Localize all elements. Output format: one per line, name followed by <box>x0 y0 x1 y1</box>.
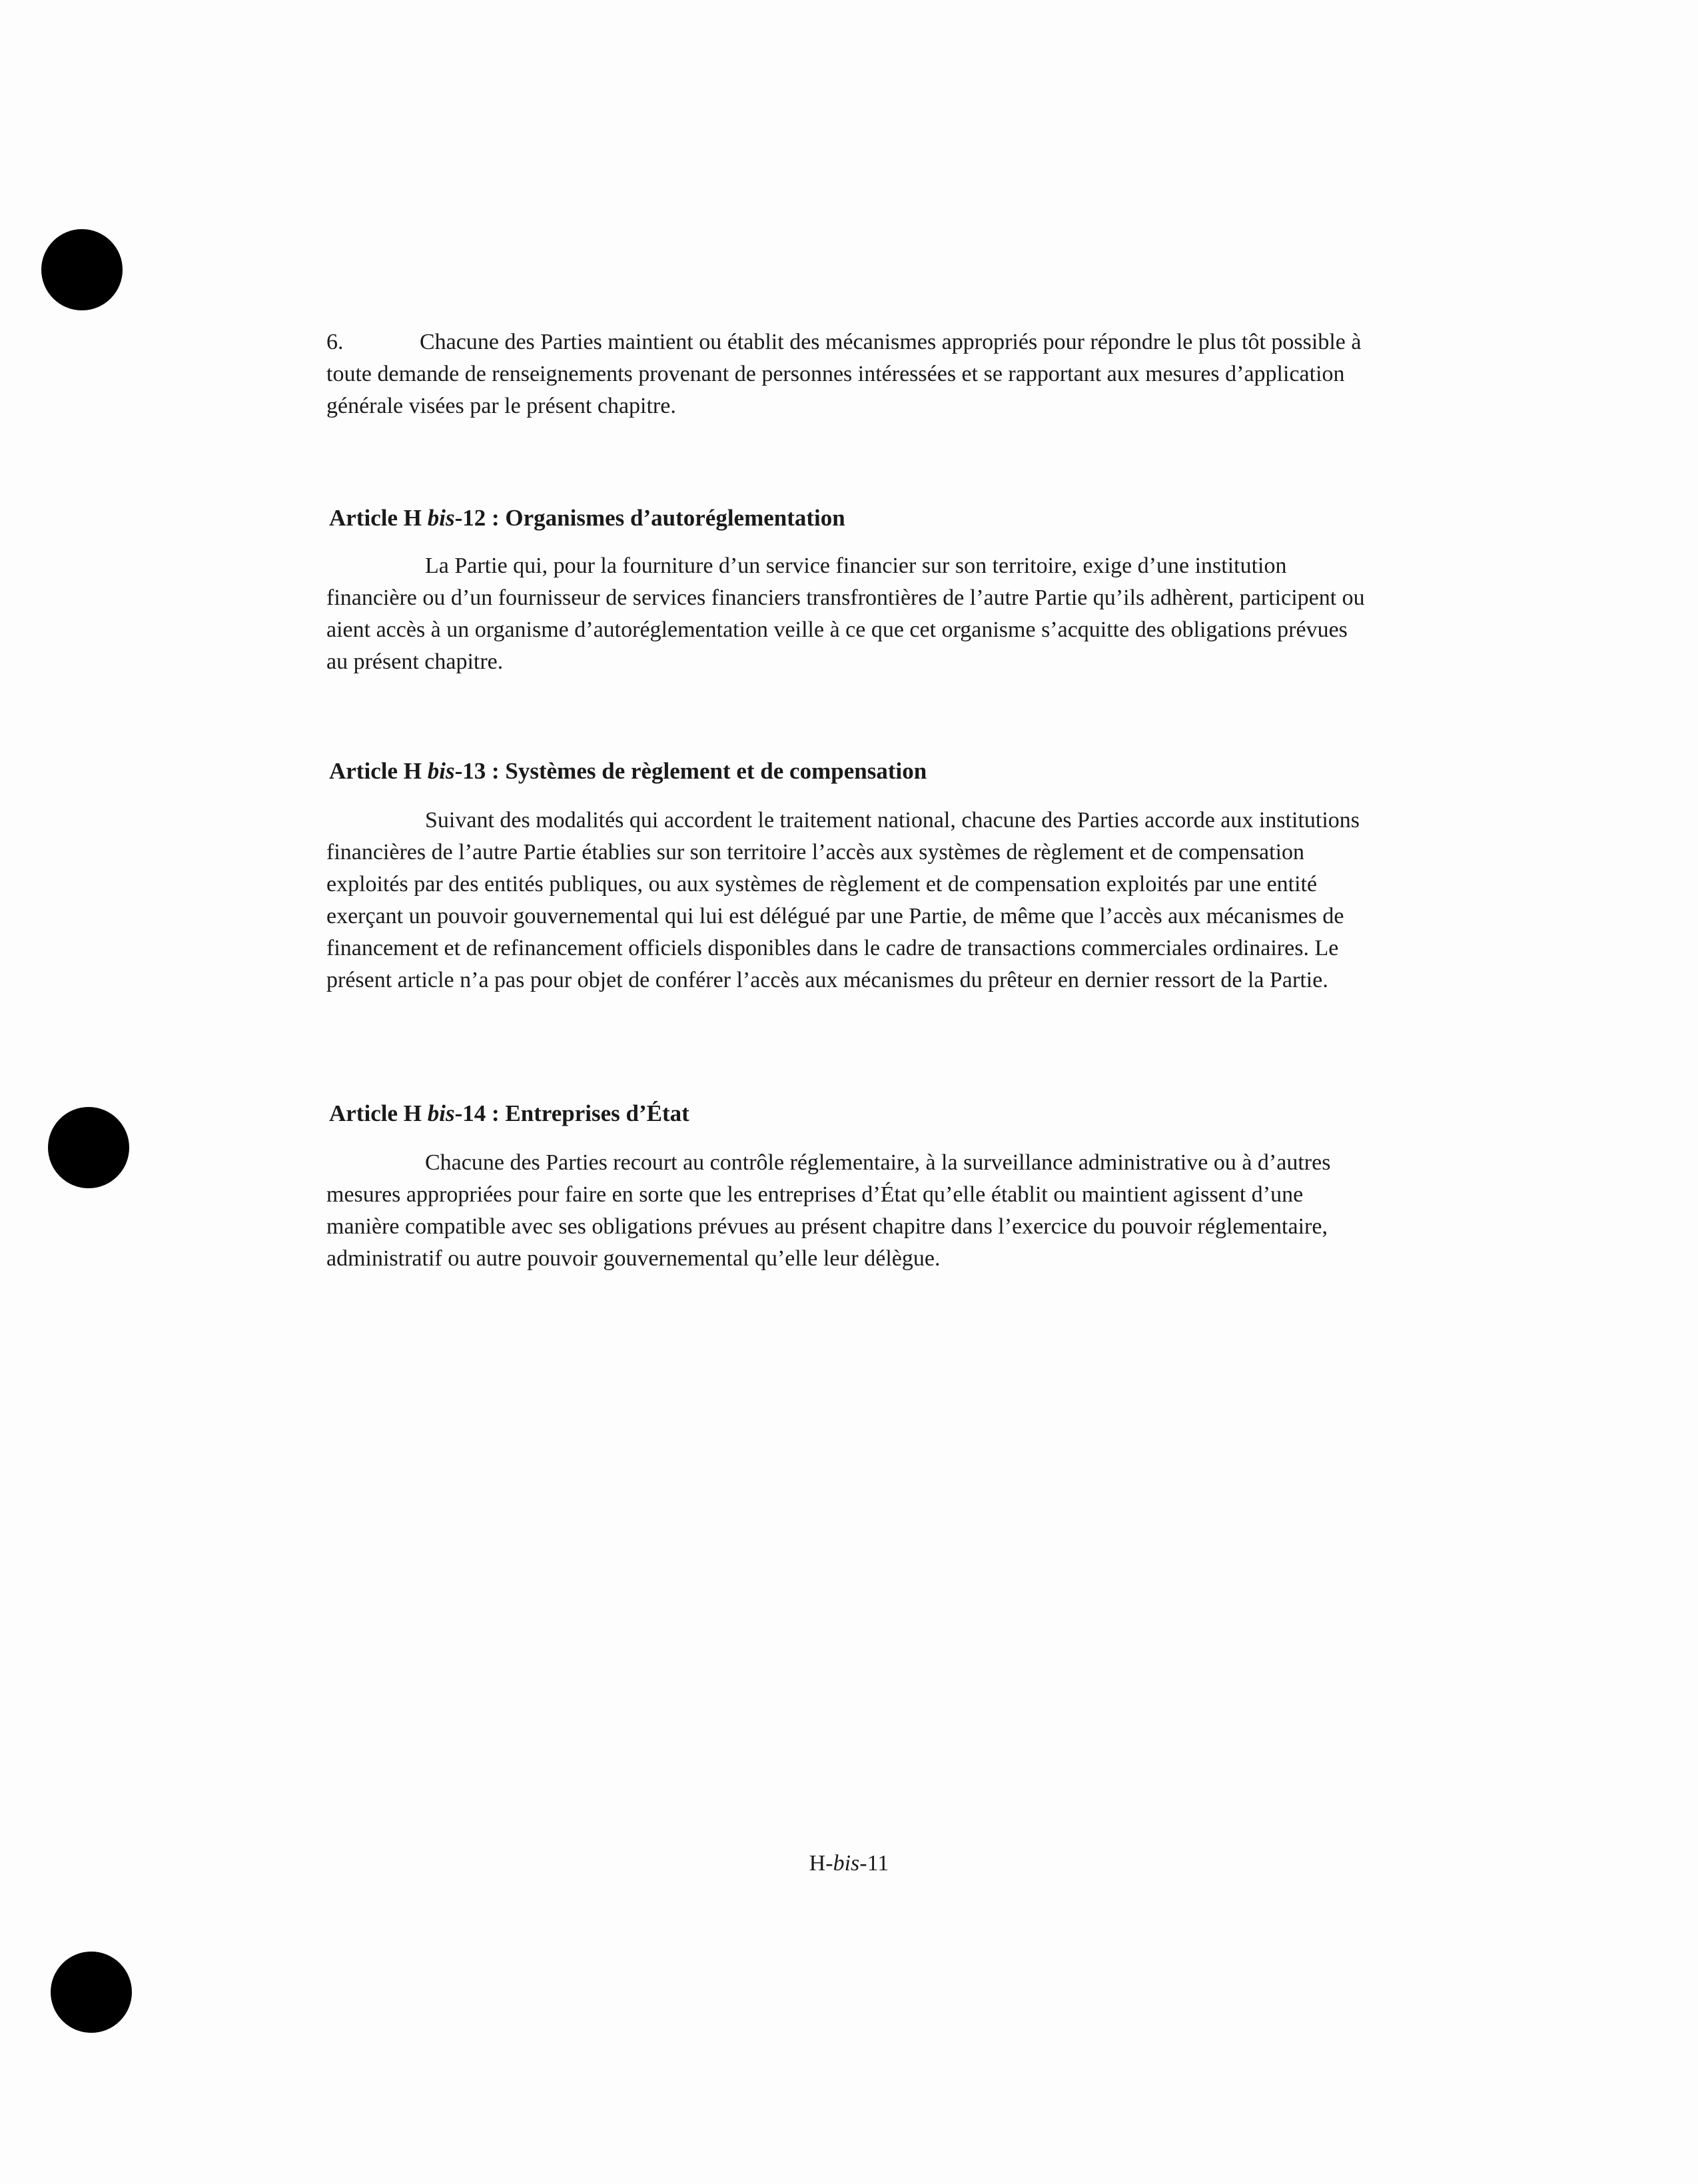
punch-hole-top <box>41 229 123 310</box>
article-13-body <box>326 805 1366 996</box>
paragraph-6-text: Chacune des Parties maintient ou établit des mécanismes appropriés pour répondre le plus tôt possible à toute demande de renseignements provenant de personnes intéressées et se rapportant aux mesures d’application générale visées par le présent chapitre. <box>326 330 1362 418</box>
punch-hole-middle <box>48 1107 129 1188</box>
article-14-heading: Article H bis-14 : Entreprises d’État <box>329 1100 689 1126</box>
paragraph-6 <box>326 326 1366 422</box>
article-14-text: Chacune des Parties recourt au contrôle réglementaire, à la surveillance administrative ou à d’autres mesures appropriées pour faire en sorte que les entreprises d’État qu’elle établit ou maintient agissent d’une manière compatible avec ses obligations prévues au présent chapitre dans l’exercice du pouvoir réglementaire, administratif ou autre pouvoir gouvernemental qu’elle leur délègue. <box>326 1150 1331 1271</box>
article-13-text: Suivant des modalités qui accordent le traitement national, chacune des Parties accorde aux institutions financières de l’autre Partie établies sur son territoire l’accès aux systèmes de règlement et de compensation exploités par des entités publiques, ou aux systèmes de règlement et de compensation exploités par une entité exerçant un pouvoir gouvernemental qui lui est délégué par une Partie, de même que l’accès aux mécanismes de financement et de refinancement officiels disponibles dans le cadre de transactions commerciales ordinaires. Le présent article n’a pas pour objet de conférer l’accès aux mécanismes du prêteur en dernier ressort de la Partie. <box>326 808 1360 992</box>
article-14-body <box>326 1147 1366 1275</box>
punch-hole-bottom <box>51 1952 132 2033</box>
article-12-body <box>326 550 1366 678</box>
paragraph-number: 6. <box>326 330 344 354</box>
article-12-heading: Article H bis-12 : Organismes d’autoréglementation <box>329 505 845 531</box>
article-12-text: La Partie qui, pour la fourniture d’un service financier sur son territoire, exige d’une institution financière ou d’un fournisseur de services financiers transfrontières de l’autre Partie qu’ils adhèrent, participent ou aient accès à un organisme d’autoréglementation veille à ce que cet organisme s’acquitte des obligations prévues au présent chapitre. <box>326 553 1365 674</box>
article-13-heading: Article H bis-13 : Systèmes de règlement et de compensation <box>329 758 927 784</box>
page-number: H-bis-11 <box>809 1851 889 1876</box>
